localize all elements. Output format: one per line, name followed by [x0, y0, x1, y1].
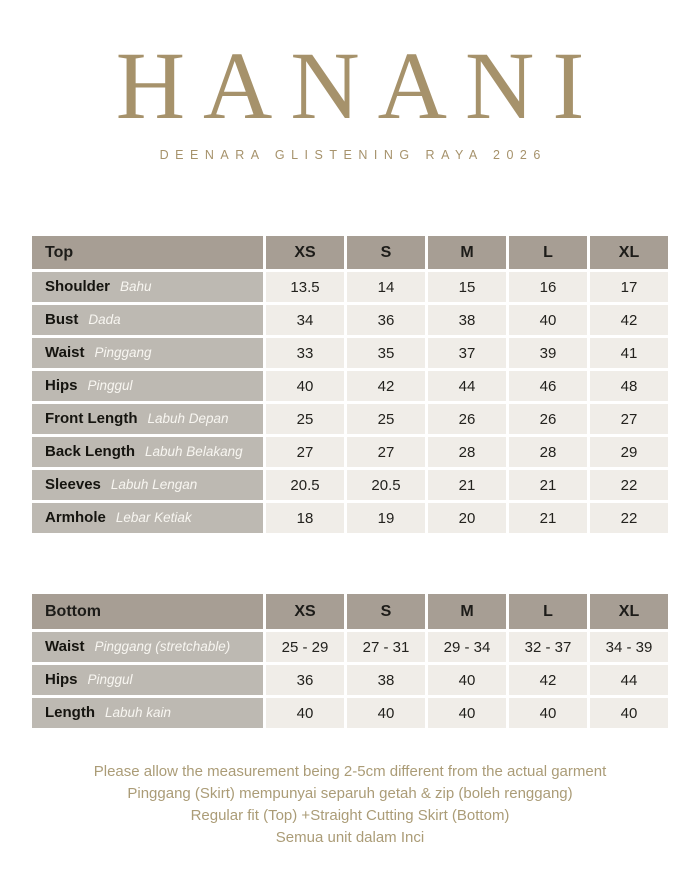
- measurement-value: 29: [590, 437, 668, 467]
- size-table-header-row: [32, 594, 668, 629]
- note-line-3: Regular fit (Top) +Straight Cutting Skirt (Bottom): [190, 807, 510, 824]
- table-title-cell: Top: [32, 236, 263, 269]
- measurement-label-cell: [32, 503, 263, 533]
- measurement-value: 26: [428, 404, 506, 434]
- bottom-size-table: [29, 591, 671, 731]
- measurement-name: Waist: [45, 638, 85, 655]
- measurement-value: 27: [590, 404, 668, 434]
- measurement-name-malay: Bahu: [120, 279, 152, 294]
- brand-header: [0, 0, 700, 162]
- measurement-value: 20.5: [347, 470, 425, 500]
- measurement-label-cell: [32, 272, 263, 302]
- measurement-name: Shoulder: [45, 278, 111, 295]
- measurement-label-cell: [32, 665, 263, 695]
- measurement-label-cell: [32, 437, 263, 467]
- measurement-value: 27 - 31: [347, 632, 425, 662]
- size-column-header: S: [347, 594, 425, 629]
- measurement-label-cell: [32, 632, 263, 662]
- measurement-value: 41: [590, 338, 668, 368]
- measurement-value: 13.5: [266, 272, 344, 302]
- measurement-row: [32, 338, 668, 368]
- measurement-row: [32, 272, 668, 302]
- measurement-name-malay: Dada: [88, 312, 121, 327]
- measurement-name: Bust: [45, 311, 79, 328]
- measurement-value: 40: [428, 665, 506, 695]
- size-column-header: S: [347, 236, 425, 269]
- brand-title: HANANI: [115, 32, 603, 139]
- note-line-4: Semua unit dalam Inci: [275, 829, 425, 846]
- measurement-value: 15: [428, 272, 506, 302]
- measurement-value: 42: [590, 305, 668, 335]
- measurement-value: 22: [590, 470, 668, 500]
- measurement-value: 40: [509, 305, 587, 335]
- measurement-label-cell: [32, 338, 263, 368]
- measurement-name-malay: Labuh Belakang: [145, 444, 243, 459]
- note-line-2: Pinggang (Skirt) mempunyai separuh getah & zip (boleh renggang): [127, 785, 573, 802]
- measurement-value: 20.5: [266, 470, 344, 500]
- table-title-cell: Bottom: [32, 594, 263, 629]
- measurement-value: 21: [428, 470, 506, 500]
- measurement-row: [32, 665, 668, 695]
- measurement-name: Sleeves: [45, 476, 101, 493]
- measurement-row: [32, 503, 668, 533]
- measurement-name: Back Length: [45, 443, 136, 460]
- measurement-value: 27: [347, 437, 425, 467]
- measurement-name: Armhole: [45, 509, 106, 526]
- measurement-row: [32, 698, 668, 728]
- measurement-row: [32, 632, 668, 662]
- measurement-name-malay: Labuh Depan: [147, 411, 229, 426]
- measurement-value: 40: [509, 698, 587, 728]
- measurement-value: 44: [590, 665, 668, 695]
- measurement-value: 44: [428, 371, 506, 401]
- measurement-label-cell: [32, 470, 263, 500]
- measurement-value: 22: [590, 503, 668, 533]
- size-column-header: L: [509, 236, 587, 269]
- measurement-name: Hips: [45, 377, 78, 394]
- measurement-value: 34: [266, 305, 344, 335]
- measurement-value: 46: [509, 371, 587, 401]
- size-column-header: L: [509, 594, 587, 629]
- top-size-table: [29, 233, 671, 536]
- measurement-value: 36: [266, 665, 344, 695]
- measurement-name: Front Length: [45, 410, 138, 427]
- measurement-value: 26: [509, 404, 587, 434]
- measurement-value: 42: [509, 665, 587, 695]
- measurement-value: 32 - 37: [509, 632, 587, 662]
- measurement-name-malay: Pinggul: [87, 378, 133, 393]
- measurement-value: 33: [266, 338, 344, 368]
- measurement-value: 25: [347, 404, 425, 434]
- measurement-name-malay: Labuh kain: [105, 705, 172, 720]
- measurement-name-malay: Labuh Lengan: [110, 477, 198, 492]
- measurement-row: [32, 305, 668, 335]
- measurement-value: 36: [347, 305, 425, 335]
- size-column-header: M: [428, 594, 506, 629]
- measurement-value: 35: [347, 338, 425, 368]
- size-column-header: XS: [266, 236, 344, 269]
- size-column-header: XL: [590, 594, 668, 629]
- measurement-value: 40: [266, 698, 344, 728]
- size-column-header: XL: [590, 236, 668, 269]
- measurement-label-cell: [32, 698, 263, 728]
- measurement-name-malay: Lebar Ketiak: [115, 510, 192, 525]
- size-column-header: XS: [266, 594, 344, 629]
- measurement-value: 21: [509, 470, 587, 500]
- measurement-value: 16: [509, 272, 587, 302]
- measurement-name-malay: Pinggang: [94, 345, 152, 360]
- measurement-value: 25: [266, 404, 344, 434]
- measurement-value: 39: [509, 338, 587, 368]
- measurement-value: 40: [428, 698, 506, 728]
- note-line-1: Please allow the measurement being 2-5cm different from the actual garment: [93, 763, 607, 780]
- measurement-value: 29 - 34: [428, 632, 506, 662]
- measurement-value: 38: [347, 665, 425, 695]
- measurement-value: 25 - 29: [266, 632, 344, 662]
- size-column-header: M: [428, 236, 506, 269]
- collection-subtitle: DEENARA GLISTENING RAYA 2026: [159, 148, 547, 162]
- measurement-value: 19: [347, 503, 425, 533]
- measurement-name: Hips: [45, 671, 78, 688]
- measurement-value: 40: [266, 371, 344, 401]
- measurement-value: 38: [428, 305, 506, 335]
- measurement-value: 18: [266, 503, 344, 533]
- measurement-name: Waist: [45, 344, 85, 361]
- measurement-row: [32, 437, 668, 467]
- measurement-value: 48: [590, 371, 668, 401]
- measurement-value: 40: [347, 698, 425, 728]
- measurement-row: [32, 404, 668, 434]
- measurement-value: 28: [509, 437, 587, 467]
- measurement-value: 27: [266, 437, 344, 467]
- measurement-row: [32, 470, 668, 500]
- measurement-name-malay: Pinggul: [87, 672, 133, 687]
- measurement-value: 42: [347, 371, 425, 401]
- measurement-label-cell: [32, 371, 263, 401]
- measurement-value: 34 - 39: [590, 632, 668, 662]
- measurement-value: 21: [509, 503, 587, 533]
- measurement-value: 37: [428, 338, 506, 368]
- measurement-name: Length: [45, 704, 95, 721]
- measurement-value: 17: [590, 272, 668, 302]
- measurement-value: 14: [347, 272, 425, 302]
- measurement-value: 20: [428, 503, 506, 533]
- measurement-value: 28: [428, 437, 506, 467]
- measurement-notes: [0, 761, 700, 849]
- measurement-label-cell: [32, 305, 263, 335]
- measurement-name-malay: Pinggang (stretchable): [94, 639, 231, 654]
- measurement-row: [32, 371, 668, 401]
- size-table-header-row: [32, 236, 668, 269]
- measurement-value: 40: [590, 698, 668, 728]
- measurement-label-cell: [32, 404, 263, 434]
